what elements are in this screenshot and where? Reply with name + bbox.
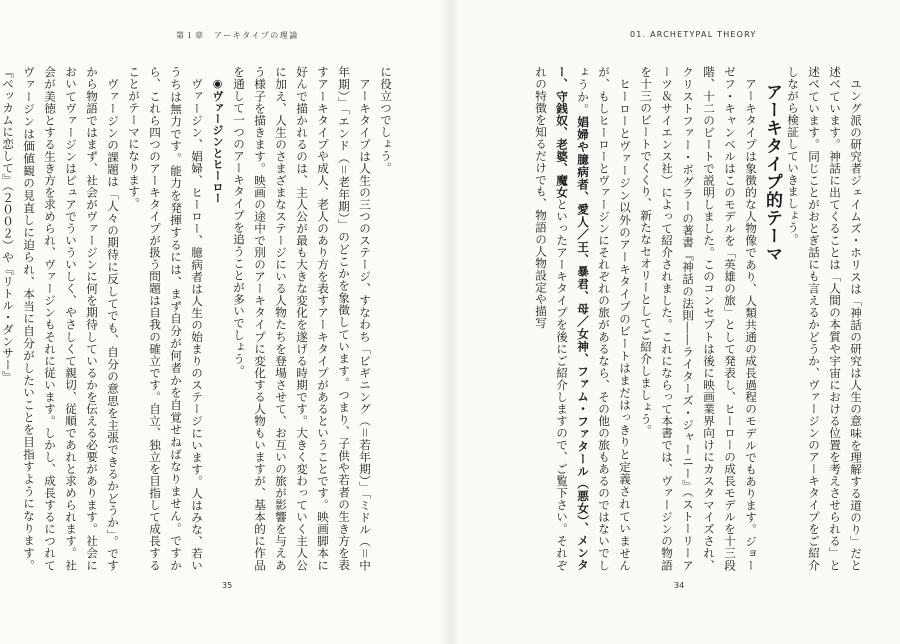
section-subheading: ◉ヴァージンとヒーロー xyxy=(211,77,224,204)
paragraph: アーキタイプは象徴的な人物像であり、人類共通の成長過程のモデルでもあります。ジョーゼフ・キャンベルはこのモデルを「英雄の旅」として発表し、ヒーローの成長モデルを十三段階、十二のビートで説明しました。このコンセプトは後に映画業界向けにカスタマイズされ、クリストファー・ボグラーの著書『神話の法則――ライターズ・ジャーニー』（ストーリーアーツ＆サイエンス社）によって紹介されました。これにならって本書では、ヴァージンの物語を十三のビートでくくり、新たなセオリーとしてご紹介しましょう。 xyxy=(639,66,758,571)
archetype-list: 娼婦や臆病者、愛人／王、暴君、母／女神、ファム・ファタール（悪女）、メンター、守銭奴、老婆、魔女 xyxy=(555,66,590,571)
paragraph: ユング派の研究者ジェイムズ・ホリスは「神話の研究は人生の意味を理解する道のり」だと述べています。神話に出てくることは「人間の本質や宇宙における位置を考えさせられる」と述べています。同じことがおとぎ話にも言えるかどうか、ヴァージンのアーキタイプをご紹介しながら検証していきましょう。 xyxy=(786,66,863,571)
page-number: 35 xyxy=(222,581,233,590)
paragraph: ヴァージン、娼婦、ヒーロー、臆病者は人生の始まりのステージにいます。人はみな、若いうちは無力です。能力を発揮するには、まず自分が何者かを自覚せねばなりません。ですから、これら四つのアーキタイプが扱う問題は自我の確立です。自立、独立を目指して成長することがテーマになります。 xyxy=(127,66,204,571)
paragraph: アーキタイプは人生の三つのステージ、すなわち「ビギニング（＝若年期）」「ミドル（＝中年期）」「エンド（＝老年期）」のどこかを象徴しています。つまり、子供や若者の生き方を表すアーキタイプや成人、老人のあり方を表すアーキタイプがあるということです。映画脚本に好んで描かれるのは、主人公が最も大きな変化を遂げる時期です。大きく変わっていく主人公に加え、人生のさまざまなステージにいる人物たちを登場させて、お互いの旅が影響を与えあう様子を描きます。映画の途中で別のアーキタイプに変化する人物もいますが、基本的に作品を通して一つのアーキタイプを追うことが多いでしょう。 xyxy=(232,66,372,571)
paragraph xyxy=(530,66,635,571)
right-page xyxy=(450,0,900,644)
book-gutter xyxy=(440,0,460,644)
right-page-body xyxy=(462,66,866,571)
paragraph: ヴァージンの課題は「人々の期待に反してでも、自分の意思を主張できるかどうか」。ですから物語ではまず、社会がヴァージンに何を期待しているかを伝える必要があります。社会においてヴァージンはピュアでういういしく、やさしくて親切、従順であれと求められます。社会が美徳とする生き方を求められ、ヴァージンもそれに従います。しかし、成長するにつれてヴァージンは価値観の見直しに迫られ、本当に自分がしたいことを目指すようになります。『ベッカムに恋して』（２００２）や『リトル・ダンサー』 xyxy=(1,66,120,571)
paragraph-text: といったアーキタイプを後にご紹介しますので、ご覧下さい。それぞれの特徴を知るだけでも、物語の人物設定や描写 xyxy=(534,66,569,571)
paragraph: に役立つでしょう。 xyxy=(379,66,393,174)
left-page-body xyxy=(1,66,396,571)
page-number: 34 xyxy=(674,581,685,590)
running-head: 01. ARCHETYPAL THEORY xyxy=(630,30,757,39)
section-heading: アーキタイプ的テーマ xyxy=(762,83,782,263)
running-head: 第１章 アーキタイプの理論 xyxy=(176,31,299,40)
paragraph-text: ヒーローとヴァージン以外のアーキタイプのビートはまだはっきりと定義されていませんが、もしヒーローとヴァージンにそれぞれの旅があるなら、その他の旅もあるのではないでしょうか。 xyxy=(576,66,632,571)
